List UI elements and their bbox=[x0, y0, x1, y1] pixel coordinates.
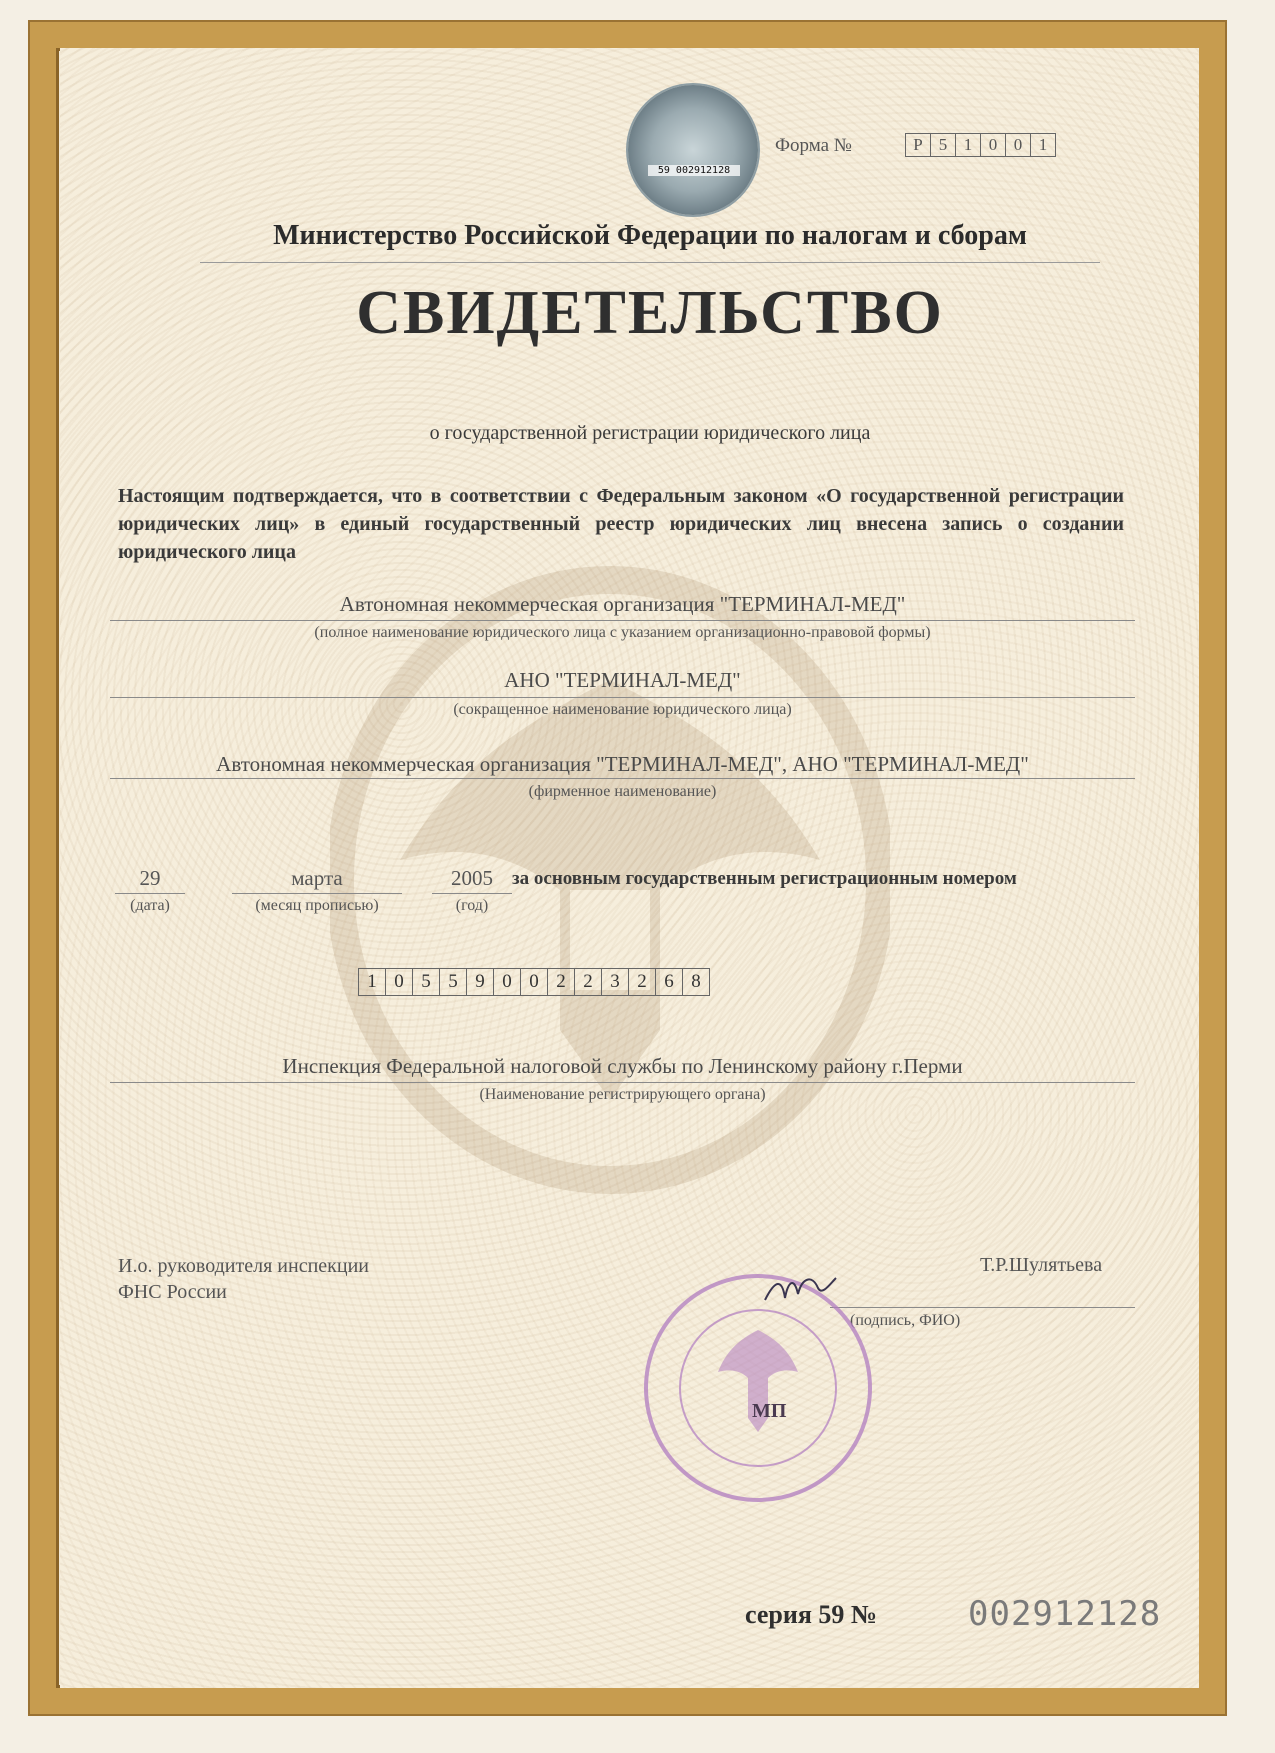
date-month: марта bbox=[291, 866, 343, 890]
firm-name-value: Автономная некоммерческая организация "ТЕРМИНАЛ-МЕД", АНО "ТЕРМИНАЛ-МЕД" bbox=[216, 752, 1029, 776]
firm-name-hint: (фирменное наименование) bbox=[528, 783, 717, 800]
firm-name-rule bbox=[110, 778, 1135, 779]
ogrn-digit: 3 bbox=[601, 968, 629, 996]
signatory-position-line1: И.о. руководителя инспекции bbox=[118, 1255, 369, 1277]
ogrn-digit: 2 bbox=[547, 968, 575, 996]
authority-hint: (Наименование регистрирующего органа) bbox=[479, 1086, 766, 1103]
stamp-label: МП bbox=[752, 1400, 787, 1422]
signature-hint: (подпись, ФИО) bbox=[850, 1312, 961, 1329]
date-day: 29 bbox=[139, 866, 161, 890]
document-title: СВИДЕТЕЛЬСТВО bbox=[356, 279, 944, 347]
signatory-name: Т.Р.Шулятьева bbox=[980, 1254, 1103, 1276]
ogrn-digit: 5 bbox=[412, 968, 440, 996]
document-subtitle: о государственной регистрации юридического лица bbox=[429, 422, 871, 444]
authority-value: Инспекция Федеральной налоговой службы по Ленинскому району г.Перми bbox=[282, 1054, 963, 1078]
official-stamp-icon bbox=[638, 1268, 878, 1508]
hologram-seal-icon bbox=[628, 85, 758, 215]
form-code-cell: 1 bbox=[1030, 133, 1056, 157]
ogrn-digit: 8 bbox=[682, 968, 710, 996]
signatory-position bbox=[118, 1253, 369, 1305]
date-year-rule bbox=[432, 893, 512, 894]
full-name-hint: (полное наименование юридического лица с указанием организационно-правовой формы) bbox=[314, 624, 931, 641]
form-code-cell: Р bbox=[905, 133, 931, 157]
date-month-rule bbox=[232, 893, 402, 894]
series-label: серия 59 № bbox=[745, 1600, 878, 1629]
date-day-rule bbox=[115, 893, 185, 894]
short-name-value: АНО "ТЕРМИНАЛ-МЕД" bbox=[504, 668, 741, 692]
ogrn-digit: 2 bbox=[628, 968, 656, 996]
short-name-rule bbox=[110, 697, 1135, 698]
ogrn-digit: 0 bbox=[493, 968, 521, 996]
ogrn-digit: 9 bbox=[466, 968, 494, 996]
ogrn-digit: 0 bbox=[520, 968, 548, 996]
handwritten-signature-icon bbox=[760, 1270, 840, 1310]
date-year: 2005 bbox=[451, 866, 493, 890]
form-code-cell: 5 bbox=[930, 133, 956, 157]
signatory-position-line2: ФНС России bbox=[118, 1281, 227, 1303]
ogrn-digit: 1 bbox=[358, 968, 386, 996]
ogrn-digit: 6 bbox=[655, 968, 683, 996]
form-code-cell: 1 bbox=[955, 133, 981, 157]
form-code-cell: 0 bbox=[1005, 133, 1031, 157]
date-day-hint: (дата) bbox=[130, 897, 170, 914]
ogrn-digit: 5 bbox=[439, 968, 467, 996]
ogrn-label: за основным государственным регистрационным номером bbox=[512, 868, 1017, 889]
short-name-hint: (сокращенное наименование юридического лица) bbox=[453, 701, 792, 718]
hologram-number: 59 002912128 bbox=[648, 165, 740, 176]
confirmation-paragraph: Настоящим подтверждается, что в соответствии с Федеральным законом «О государственной регистрации юридических лиц» в единый государственный реестр юридических лиц внесена запись о создании юридического лица bbox=[118, 485, 1124, 563]
ogrn-digit: 0 bbox=[385, 968, 413, 996]
ogrn-cells bbox=[358, 968, 709, 996]
date-year-hint: (год) bbox=[455, 897, 489, 914]
form-label: Форма № bbox=[775, 135, 852, 156]
ministry-heading: Министерство Российской Федерации по налогам и сборам bbox=[273, 220, 1027, 251]
ministry-underline bbox=[200, 262, 1100, 263]
form-code-cells bbox=[905, 133, 1055, 157]
form-code-cell: 0 bbox=[980, 133, 1006, 157]
date-month-hint: (месяц прописью) bbox=[255, 897, 379, 914]
ogrn-digit: 2 bbox=[574, 968, 602, 996]
full-name-rule bbox=[110, 620, 1135, 621]
full-name-value: Автономная некоммерческая организация "ТЕРМИНАЛ-МЕД" bbox=[339, 592, 906, 616]
authority-rule bbox=[110, 1082, 1135, 1083]
serial-number: 002912128 bbox=[968, 1594, 1162, 1634]
